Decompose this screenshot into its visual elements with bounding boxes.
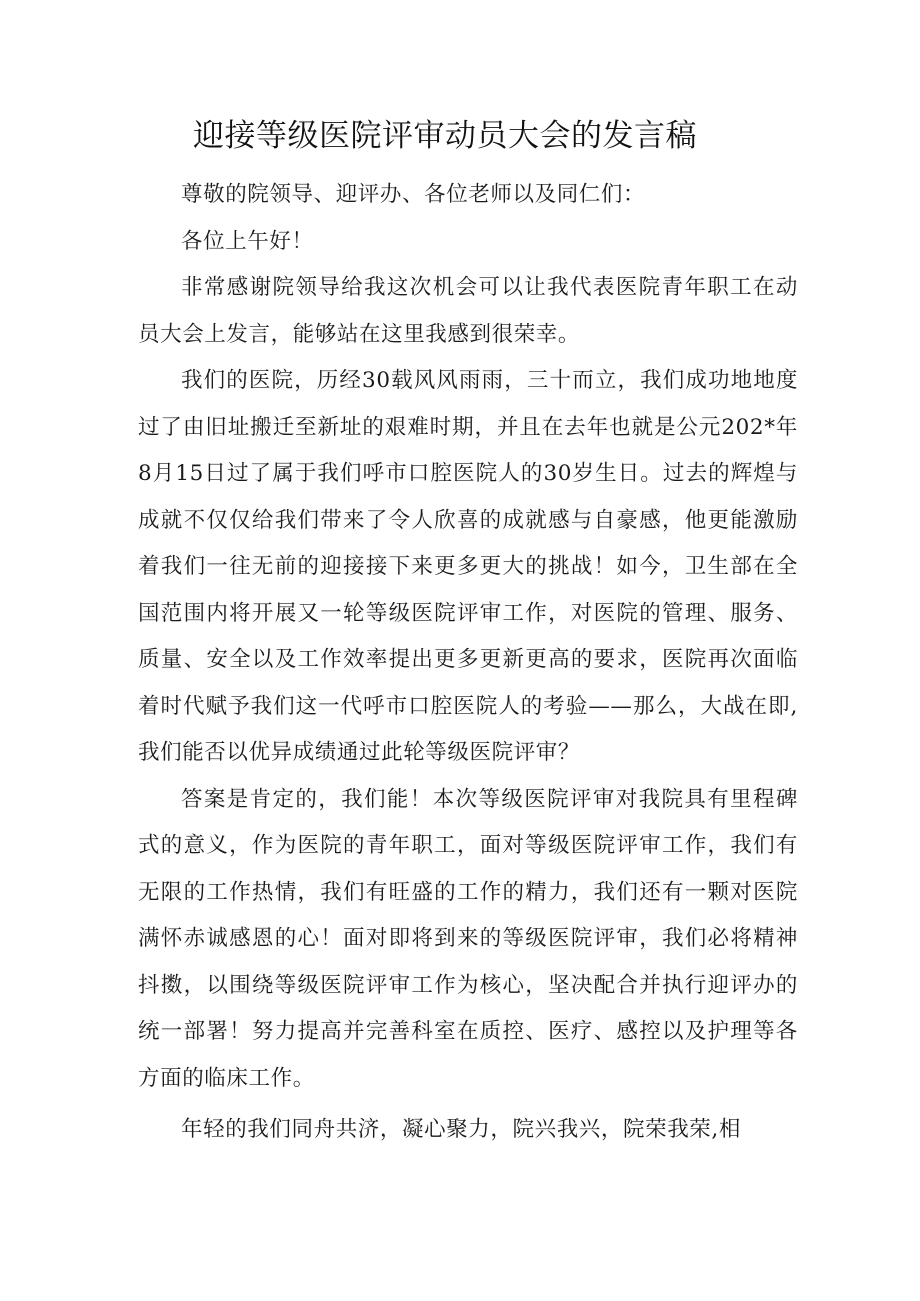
document-title: 迎接等级医院评审动员大会的发言稿: [193, 118, 697, 154]
paragraph-closing: 年轻的我们同舟共济，凝心聚力，院兴我兴，院荣我荣,相: [181, 1117, 741, 1142]
document-body: [138, 172, 798, 1154]
salutation: 尊敬的院领导、迎评办、各位老师以及同仁们：: [181, 182, 646, 207]
paragraph-thanks: 非常感谢院领导给我这次机会可以让我代表医院青年职工在动员大会上发言，能够站在这里我感到很荣幸。: [138, 275, 798, 347]
paragraph-answer: 答案是肯定的，我们能！本次等级医院评审对我院具有里程碑式的意义，作为医院的青年职工，面对等级医院评审工作，我们有无限的工作热情，我们有旺盛的工作的精力，我们还有一颗对医院满怀赤诚感恩的心！面对即将到来的等级医院评审，我们必将精神抖擞，以围绕等级医院评审工作为核心，坚决配合并执行迎评办的统一部署！努力提高并完善科室在质控、医疗、感控以及护理等各方面的临床工作。: [138, 786, 798, 1091]
greeting: 各位上午好！: [181, 228, 314, 254]
paragraph-history: 我们的医院，历经30载风风雨雨，三十而立，我们成功地地度过了由旧址搬迁至新址的艰难时期，并且在去年也就是公元202*年8月15日过了属于我们呼市口腔医院人的30岁生日。过去的辉煌与成就不仅仅给我们带来了令人欣喜的成就感与自豪感，他更能激励着我们一往无前的迎接接下来更多更大的挑战！如今，卫生部在全国范围内将开展又一轮等级医院评审工作，对医院的管理、服务、质量、安全以及工作效率提出更多更新更高的要求，医院再次面临着时代赋予我们这一代呼市口腔医院人的考验——那么，大战在即,我们能否以优异成绩通过此轮等级医院评审？: [138, 368, 798, 765]
